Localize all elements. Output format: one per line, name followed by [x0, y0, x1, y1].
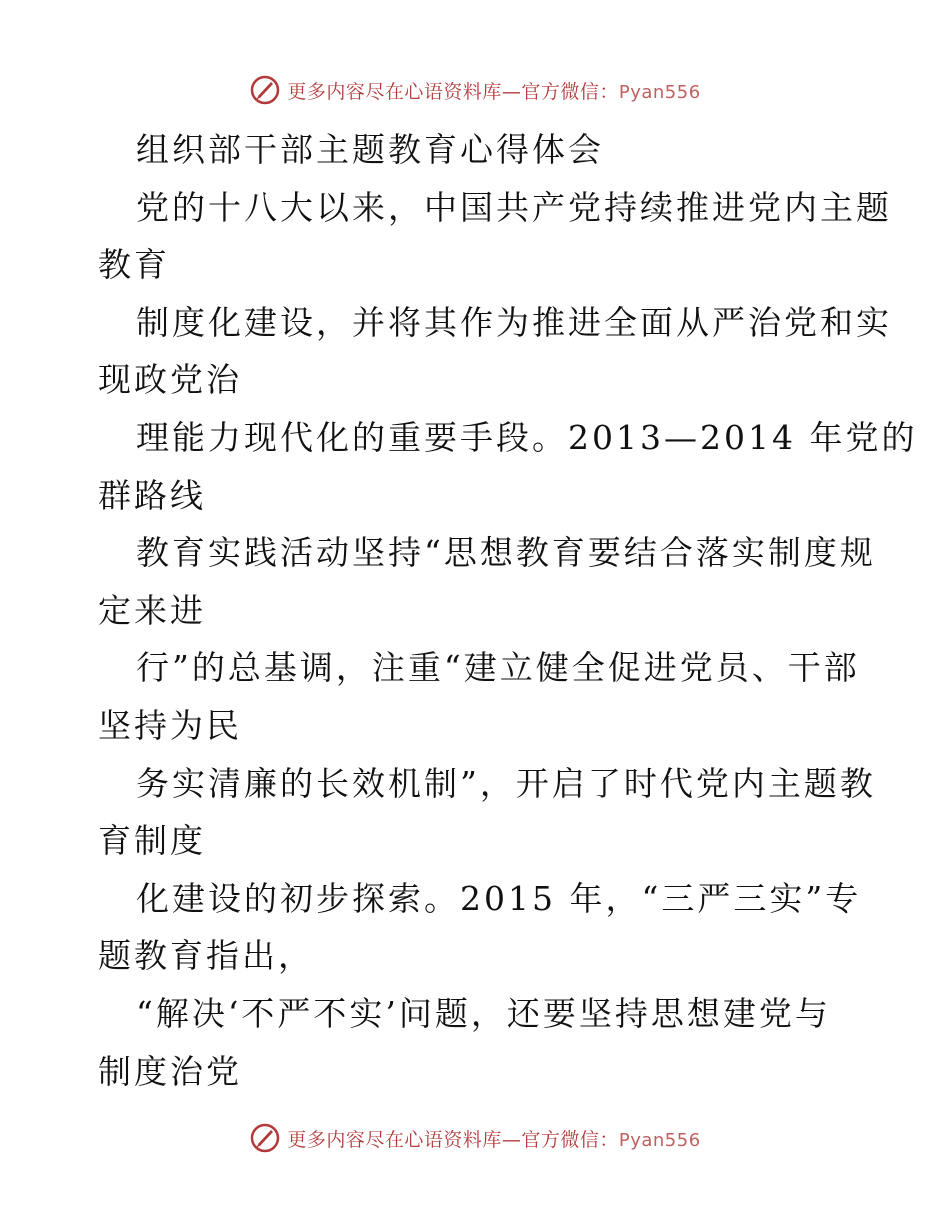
document-line: 教育 [98, 245, 170, 285]
document-line: 行”的总基调，注重“建立健全促进党员、干部 [136, 648, 860, 688]
header-banner [0, 70, 950, 110]
document-line: “解决‘不严不实’问题，还要坚持思想建党与 [136, 993, 831, 1033]
red-quill-logo-icon [249, 74, 281, 106]
document-line: 务实清廉的长效机制”，开启了时代党内主题教 [136, 763, 876, 803]
document-line: 题教育指出， [98, 936, 314, 976]
footer-banner [0, 1118, 950, 1158]
document-line: 党的十八大以来，中国共产党持续推进党内主题 [136, 187, 892, 227]
header-wechat-id: Pyan556 [618, 81, 701, 103]
document-line: 育制度 [98, 821, 206, 861]
document-line: 制度治党 [98, 1051, 242, 1091]
footer-banner-label: 更多内容尽在心语资料库—官方微信： [287, 1128, 619, 1151]
document-line: 制度化建设，并将其作为推进全面从严治党和实 [136, 302, 892, 342]
document-line: 坚持为民 [98, 705, 242, 745]
document-line: 教育实践活动坚持“思想教育要结合落实制度规 [136, 533, 876, 573]
header-banner-text [287, 77, 700, 104]
document-line: 定来进 [98, 590, 206, 630]
document-line: 群路线 [98, 475, 206, 515]
footer-banner-text [287, 1125, 700, 1152]
footer-wechat-id: Pyan556 [618, 1129, 701, 1151]
document-line: 理能力现代化的重要手段。2013—2014 年党的 [136, 417, 918, 457]
red-quill-logo-icon [249, 1122, 281, 1154]
document-body [98, 121, 918, 1100]
header-banner-label: 更多内容尽在心语资料库—官方微信： [287, 80, 619, 103]
document-line: 组织部干部主题教育心得体会 [136, 130, 604, 169]
document-line: 现政党治 [98, 360, 242, 400]
document-line: 化建设的初步探索。2015 年，“三严三实”专 [136, 878, 862, 918]
